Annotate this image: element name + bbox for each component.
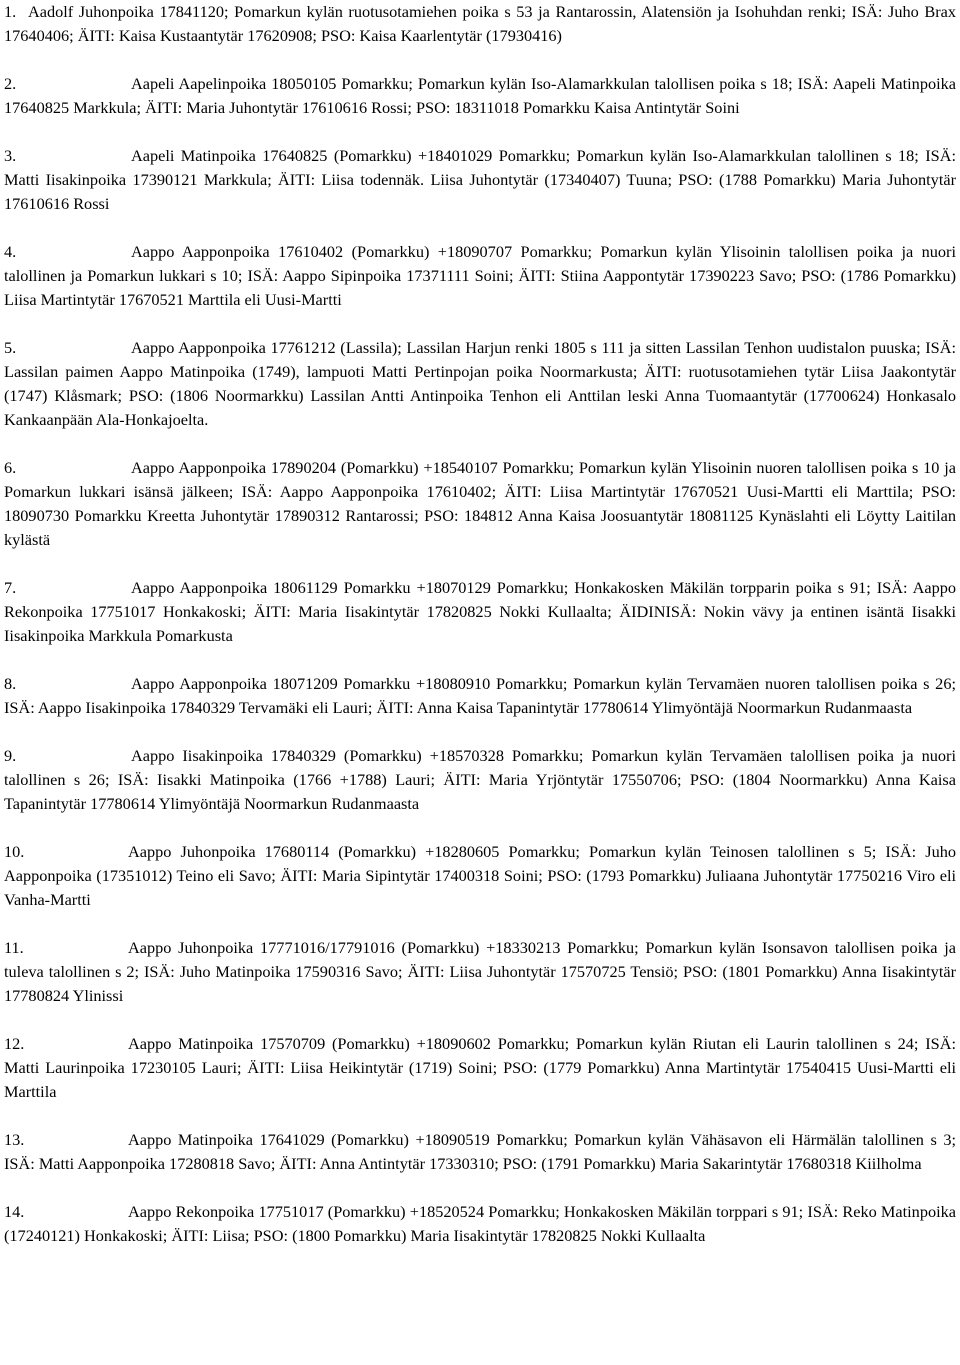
entry-text: Aappo Rekonpoika 17751017 (Pomarkku) +18520524 Pomarkku; Honkakosken Mäkilän torppari s 91; ISÄ: Reko Matinpoika (17240121) Honkakoski; ÄITI: Liisa; PSO: (1800 Pomarkku) Maria Iisakintytär 17820825 Nokki Kullaalta — [4, 1202, 956, 1245]
entry-6 — [4, 456, 956, 552]
entry-4 — [4, 240, 956, 312]
entry-number: 1. — [4, 2, 17, 21]
entry-9 — [4, 744, 956, 816]
entry-2 — [4, 72, 956, 120]
entry-text: Aappo Aapponpoika 18061129 Pomarkku +18070129 Pomarkku; Honkakosken Mäkilän torpparin poika s 91; ISÄ: Aappo Rekonpoika 17751017 Honkakoski; ÄITI: Maria Iisakintytär 17820825 Nokki Kullaalta; ÄIDINISÄ: Nokin vävy ja entinen isäntä Iisakki Iisakinpoika Markkula Pomarkusta — [4, 578, 956, 645]
entry-number: 10. — [4, 842, 25, 861]
entry-number: 13. — [4, 1130, 25, 1149]
entry-text: Aappo Aapponpoika 17610402 (Pomarkku) +18090707 Pomarkku; Pomarkun kylän Ylisoinin talollisen poika ja nuori talollinen ja Pomarkun lukkari s 10; ISÄ: Aappo Sipinpoika 17371111 Soini; ÄITI: Stiina Aappontytär 17390223 Savo; PSO: (1786 Pomarkku) Liisa Martintytär 17670521 Marttila eli Uusi-Martti — [4, 242, 956, 309]
entry-number: 5. — [4, 338, 17, 357]
entry-text: Aappo Matinpoika 17570709 (Pomarkku) +18090602 Pomarkku; Pomarkun kylän Riutan eli Laurin talollinen s 24; ISÄ: Matti Laurinpoika 17230105 Lauri; ÄITI: Liisa Heikintytär (1719) Soini; PSO: (1779 Pomarkku) Anna Martintytär 17540415 Uusi-Martti eli Marttila — [4, 1034, 956, 1101]
entry-3 — [4, 144, 956, 216]
entry-text: Aappo Matinpoika 17641029 (Pomarkku) +18090519 Pomarkku; Pomarkun kylän Vähäsavon eli Härmälän talollinen s 3; ISÄ: Matti Aapponpoika 17280818 Savo; ÄITI: Anna Antintytär 17330310; PSO: (1791 Pomarkku) Maria Sakarintytär 17680318 Kiilholma — [4, 1130, 956, 1173]
entry-number: 3. — [4, 146, 17, 165]
entry-text: Aadolf Juhonpoika 17841120; Pomarkun kylän ruotusotamiehen poika s 53 ja Rantarossin, Alatensiön ja Isohuhdan renki; ISÄ: Juho Brax 17640406; ÄITI: Kaisa Kustaantytär 17620908; PSO: Kaisa Kaarlentytär (17930416) — [4, 2, 956, 45]
entry-text: Aapeli Matinpoika 17640825 (Pomarkku) +18401029 Pomarkku; Pomarkun kylän Iso-Alamarkkulan talollinen s 18; ISÄ: Matti Iisakinpoika 17390121 Markkula; ÄITI: Liisa todennäk. Liisa Juhontytär (17340407) Tuuna; PSO: (1788 Pomarkku) Maria Juhontytär 17610616 Rossi — [4, 146, 956, 213]
entry-text: Aappo Iisakinpoika 17840329 (Pomarkku) +18570328 Pomarkku; Pomarkun kylän Tervamäen talollisen poika ja nuori talollinen s 26; ISÄ: Iisakki Matinpoika (1766 +1788) Lauri; ÄITI: Maria Yrjöntytär 17550706; PSO: (1804 Noormarkku) Anna Kaisa Tapanintytär 17780614 Ylimyöntäjä Noormarkun Rudanmaasta — [4, 746, 956, 813]
entry-number: 7. — [4, 578, 17, 597]
entry-7 — [4, 576, 956, 648]
entry-number: 2. — [4, 74, 17, 93]
entry-12 — [4, 1032, 956, 1104]
entry-text: Aappo Aapponpoika 17761212 (Lassila); Lassilan Harjun renki 1805 s 111 ja sitten Lassilan Tenhon uudistalon puuska; ISÄ: Lassilan paimen Aappo Matinpoika (1749), lampuoti Matti Pertinpojan poika Noormarkusta; ÄITI: ruotusotamiehen tytär Liisa Jaakontytär (1747) Klåsmark; PSO: (1806 Noormarkku) Lassilan Antti Antinpoika Tenhon eli Anttilan leski Anna Tuomaantytär (17700624) Honkasalo Kankaanpään Ala-Honkajoelta. — [4, 338, 956, 429]
entry-13 — [4, 1128, 956, 1176]
entry-text: Aappo Juhonpoika 17680114 (Pomarkku) +18280605 Pomarkku; Pomarkun kylän Teinosen talollinen s 5; ISÄ: Juho Aapponpoika (17351012) Teino eli Savo; ÄITI: Maria Sipintytär 17400318 Soini; PSO: (1793 Pomarkku) Juliaana Juhontytär 17750216 Viro eli Vanha-Martti — [4, 842, 956, 909]
entry-number: 4. — [4, 242, 17, 261]
entry-text: Aappo Aapponpoika 17890204 (Pomarkku) +18540107 Pomarkku; Pomarkun kylän Ylisoinin nuoren talollisen poika s 10 ja Pomarkun lukkari isänsä jälkeen; ISÄ: Aappo Aapponpoika 17610402; ÄITI: Liisa Martintytär 17670521 Uusi-Martti eli Marttila; PSO: 18090730 Pomarkku Kreetta Juhontytär 17890312 Rantarossi; PSO: 184812 Anna Kaisa Joosuantytär 18081125 Kynäslahti eli Löytty Laitilan kylästä — [4, 458, 956, 549]
entry-number: 11. — [4, 938, 24, 957]
entry-10 — [4, 840, 956, 912]
entry-text: Aappo Aapponpoika 18071209 Pomarkku +18080910 Pomarkku; Pomarkun kylän Tervamäen nuoren talollisen poika s 26; ISÄ: Aappo Iisakinpoika 17840329 Tervamäki eli Lauri; ÄITI: Anna Kaisa Tapanintytär 17780614 Ylimyöntäjä Noormarkun Rudanmaasta — [4, 674, 956, 717]
entry-number: 9. — [4, 746, 17, 765]
entry-number: 6. — [4, 458, 17, 477]
entry-number: 8. — [4, 674, 17, 693]
entry-number: 14. — [4, 1202, 25, 1221]
entry-number: 12. — [4, 1034, 25, 1053]
entry-8 — [4, 672, 956, 720]
entry-text: Aapeli Aapelinpoika 18050105 Pomarkku; Pomarkun kylän Iso-Alamarkkulan talollisen poika s 18; ISÄ: Aapeli Matinpoika 17640825 Markkula; ÄITI: Maria Juhontytär 17610616 Rossi; PSO: 18311018 Pomarkku Kaisa Antintytär Soini — [4, 74, 956, 117]
entry-14 — [4, 1200, 956, 1248]
entry-5 — [4, 336, 956, 432]
entry-11 — [4, 936, 956, 1008]
entry-text: Aappo Juhonpoika 17771016/17791016 (Pomarkku) +18330213 Pomarkku; Pomarkun kylän Isonsavon talollisen poika ja tuleva talollinen s 2; ISÄ: Juho Matinpoika 17590316 Savo; ÄITI: Liisa Juhontytär 17570725 Tensiö; PSO: (1801 Pomarkku) Anna Iisakintytär 17780824 Ylinissi — [4, 938, 956, 1005]
entry-1 — [4, 0, 956, 48]
